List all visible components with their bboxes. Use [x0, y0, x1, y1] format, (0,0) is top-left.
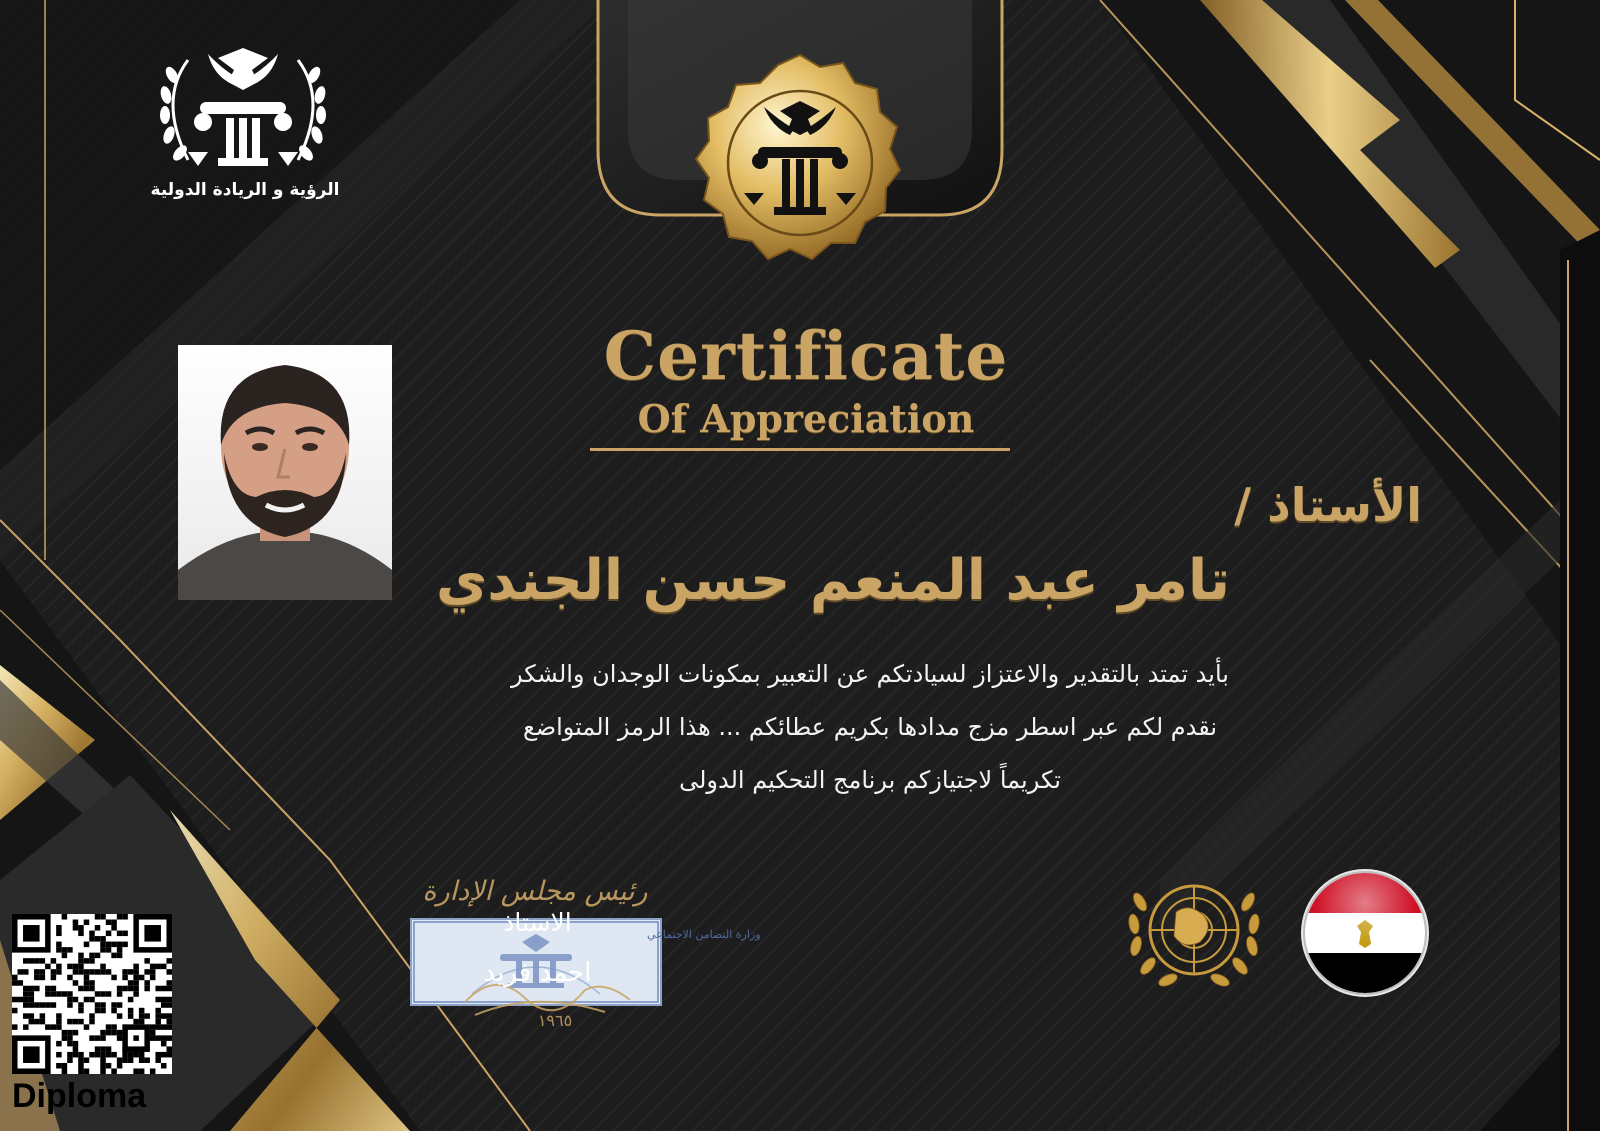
org-name: الرؤية و الريادة الدولية — [150, 180, 340, 200]
org-logo-icon — [148, 40, 338, 180]
qr-label: Diploma — [12, 1077, 147, 1115]
gold-seal-icon — [682, 50, 918, 276]
certificate-title: Certificate — [603, 317, 1009, 395]
certificate-subtitle: Of Appreciation — [637, 396, 975, 441]
qr-code-icon — [12, 914, 172, 1074]
body-line: تكريماً لاجتيازكم برنامج التحكيم الدولى — [679, 766, 1061, 794]
title-underline — [590, 448, 1010, 451]
stamp-text: وزارة التضامن الاجتماعي — [647, 928, 761, 941]
recipient-photo — [178, 345, 392, 600]
signature-name: احمد فريد — [483, 958, 592, 988]
body-line: نقدم لكم عبر اسطر مزج مدادها بكريم عطائكم ... هذا الرمز المتواضع — [522, 713, 1218, 741]
honorific: الأستاذ / — [1234, 478, 1422, 532]
egypt-flag-icon — [1298, 866, 1432, 1000]
stamp-date: ١٩٦٥ — [537, 1011, 573, 1030]
signature-title: رئيس مجلس الإدارة — [422, 876, 648, 907]
body-line: بأيد تمتد بالتقدير والاعتزاز لسيادتكم عن التعبير بمكونات الوجدان والشكر — [511, 660, 1229, 688]
recipient-name: تامر عبد المنعم حسن الجندي — [435, 548, 1230, 613]
un-emblem-icon — [1124, 872, 1264, 996]
signature-role: الاستاذ — [503, 908, 572, 937]
